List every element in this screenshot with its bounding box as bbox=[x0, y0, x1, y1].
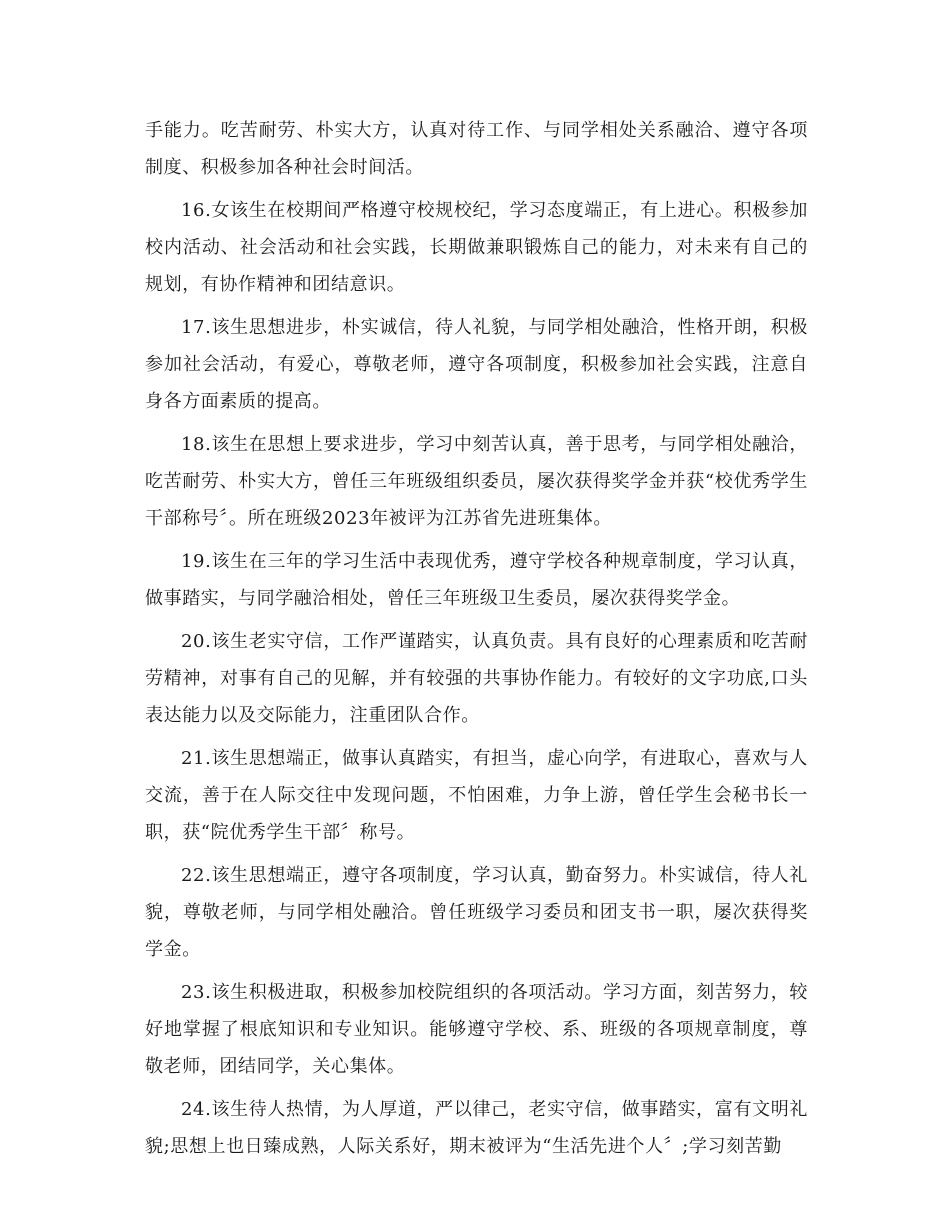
paragraph-item-24: 24.该生待人热情，为人厚道，严以律己，老实守信，做事踏实，富有文明礼貌;思想上也日臻成熟，人际关系好，期末被评为“生活先进个人〞;学习刻苦勤 bbox=[145, 1099, 808, 1157]
paragraph-item-16: 16.女该生在校期间严格遵守校规校纪，学习态度端正，有上进心。积极参加校内活动、社会活动和社会实践，长期做兼职锻炼自己的能力，对未来有自己的规划，有协作精神和团结意识。 bbox=[145, 200, 808, 295]
paragraph-item-21: 21.该生思想端正，做事认真踏实，有担当，虚心向学，有进取心，喜欢与人交流，善于在人际交往中发现问题，不怕困难，力争上游，曾任学生会秘书长一职，获“院优秀学生干部〞称号。 bbox=[145, 748, 808, 843]
paragraph-item-17: 17.该生思想进步，朴实诚信，待人礼貌，与同学相处融洽，性格开朗，积极参加社会活动，有爱心，尊敬老师，遵守各项制度，积极参加社会实践，注意自身各方面素质的提高。 bbox=[145, 317, 808, 412]
paragraph-item-18: 18.该生在思想上要求进步，学习中刻苦认真，善于思考，与同学相处融洽，吃苦耐劳、朴实大方，曾任三年班级组织委员，屡次获得奖学金并获“校优秀学生干部称号〞。所在班级2023年被评为江苏省先进班集体。 bbox=[145, 434, 808, 529]
paragraph-continuation: 手能力。吃苦耐劳、朴实大方，认真对待工作、与同学相处关系融洽、遵守各项制度、积极参加各种社会时间活。 bbox=[145, 120, 808, 178]
paragraph-item-22: 22.该生思想端正，遵守各项制度，学习认真，勤奋努力。朴实诚信，待人礼貌，尊敬老师，与同学相处融洽。曾任班级学习委员和团支书一职，屡次获得奖学金。 bbox=[145, 865, 808, 960]
paragraph-item-19: 19.该生在三年的学习生活中表现优秀，遵守学校各种规章制度，学习认真，做事踏实，与同学融洽相处，曾任三年班级卫生委员，屡次获得奖学金。 bbox=[145, 551, 808, 609]
paragraph-item-20: 20.该生老实守信，工作严谨踏实，认真负责。具有良好的心理素质和吃苦耐劳精神，对事有自己的见解，并有较强的共事协作能力。有较好的文字功底,口头表达能力以及交际能力，注重团队合作。 bbox=[145, 631, 808, 726]
paragraph-item-23: 23.该生积极进取，积极参加校院组织的各项活动。学习方面，刻苦努力，较好地掌握了根底知识和专业知识。能够遵守学校、系、班级的各项规章制度，尊敬老师，团结同学，关心集体。 bbox=[145, 982, 808, 1077]
